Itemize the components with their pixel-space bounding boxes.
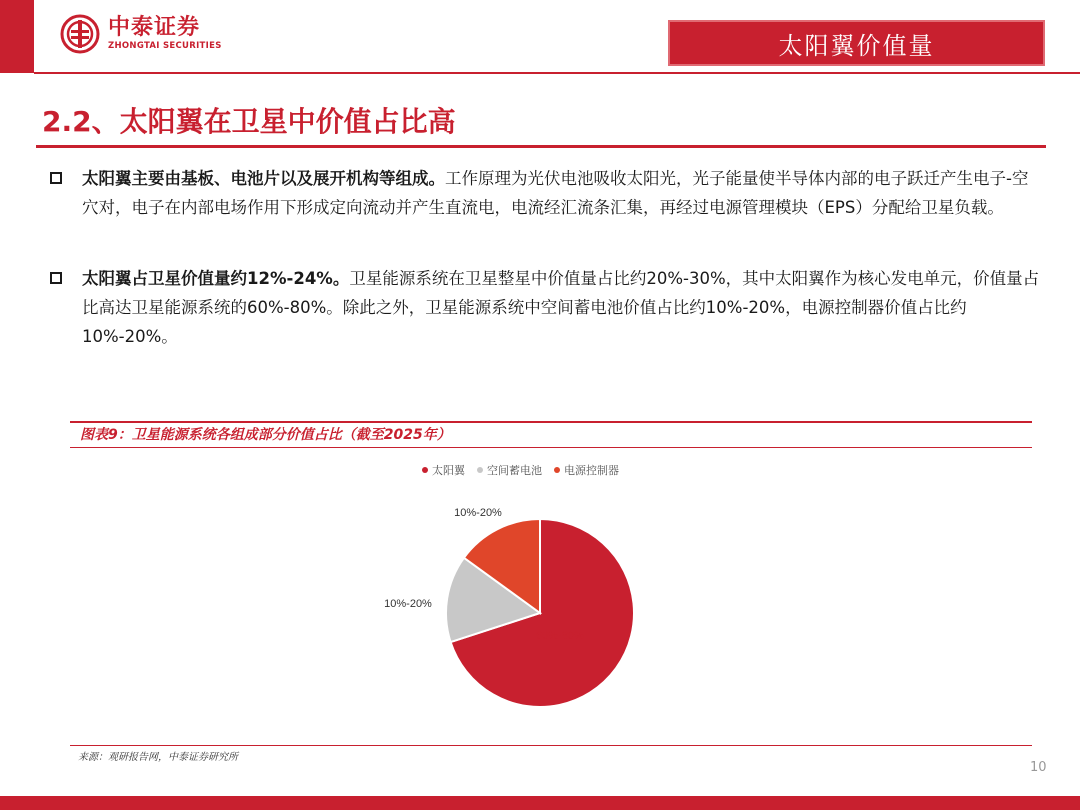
legend-label: 太阳翼 xyxy=(432,464,465,477)
legend-item xyxy=(422,462,465,478)
logo-name-cn: 中泰证券 xyxy=(108,15,201,40)
legend-item xyxy=(554,462,619,478)
figure-bottom-rule xyxy=(70,745,1032,746)
bottom-accent-bar xyxy=(0,796,1080,810)
legend-swatch xyxy=(422,467,428,473)
pie-chart xyxy=(360,495,700,735)
section-tag: 太阳翼价值量 xyxy=(668,20,1045,66)
slice-data-label: 10%-20% xyxy=(454,507,502,519)
checkbox-bullet-icon xyxy=(50,272,62,284)
logo-mark-icon xyxy=(60,14,100,54)
figure-source: 来源：观研报告网，中泰证券研究所 xyxy=(78,752,238,763)
bullet-lead: 太阳翼占卫星价值量约12%-24%。 xyxy=(82,269,350,288)
legend-label: 电源控制器 xyxy=(564,464,619,477)
figure-title: 图表9：卫星能源系统各组成部分价值占比（截至2025年） xyxy=(80,427,451,443)
legend-item xyxy=(477,462,542,478)
bullet-body: 卫星能源系统在卫星整星中价值量占比约20%-30%，其中太阳翼作为核心发电单元，价值量占比高达卫星能源系统的60%-80%。除此之外，卫星能源系统中空间蓄电池价值占比约10%-20%，电源控制器价值占比约10%-20%。 xyxy=(82,269,1040,346)
bullet-item xyxy=(50,264,1040,351)
company-logo xyxy=(60,14,222,54)
slice-data-label: 60%-80% xyxy=(536,630,584,642)
bullet-item xyxy=(50,164,1040,222)
checkbox-bullet-icon xyxy=(50,172,62,184)
legend-label: 空间蓄电池 xyxy=(487,464,542,477)
legend-swatch xyxy=(554,467,560,473)
logo-name-en: ZHONGTAI SECURITIES xyxy=(108,41,222,51)
legend-swatch xyxy=(477,467,483,473)
title-divider xyxy=(36,145,1046,148)
bullet-lead: 太阳翼主要由基板、电池片以及展开机构等组成。 xyxy=(82,169,445,188)
page-number: 10 xyxy=(1030,760,1047,775)
bullet-body: 工作原理为光伏电池吸收太阳光，光子能量使半导体内部的电子跃迁产生电子-空穴对，电子在内部电场作用下形成定向流动并产生直流电，电流经汇流条汇集，再经过电源管理模块（EPS）分配给卫星负载。 xyxy=(82,169,1029,217)
slice-data-label: 10%-20% xyxy=(384,598,432,610)
left-accent-bar xyxy=(0,0,34,73)
page-title: 2.2、太阳翼在卫星中价值占比高 xyxy=(42,105,456,138)
figure-top-rule xyxy=(70,421,1032,423)
header-divider xyxy=(34,72,1080,74)
chart-legend xyxy=(422,462,619,478)
figure-title-rule xyxy=(70,447,1032,448)
